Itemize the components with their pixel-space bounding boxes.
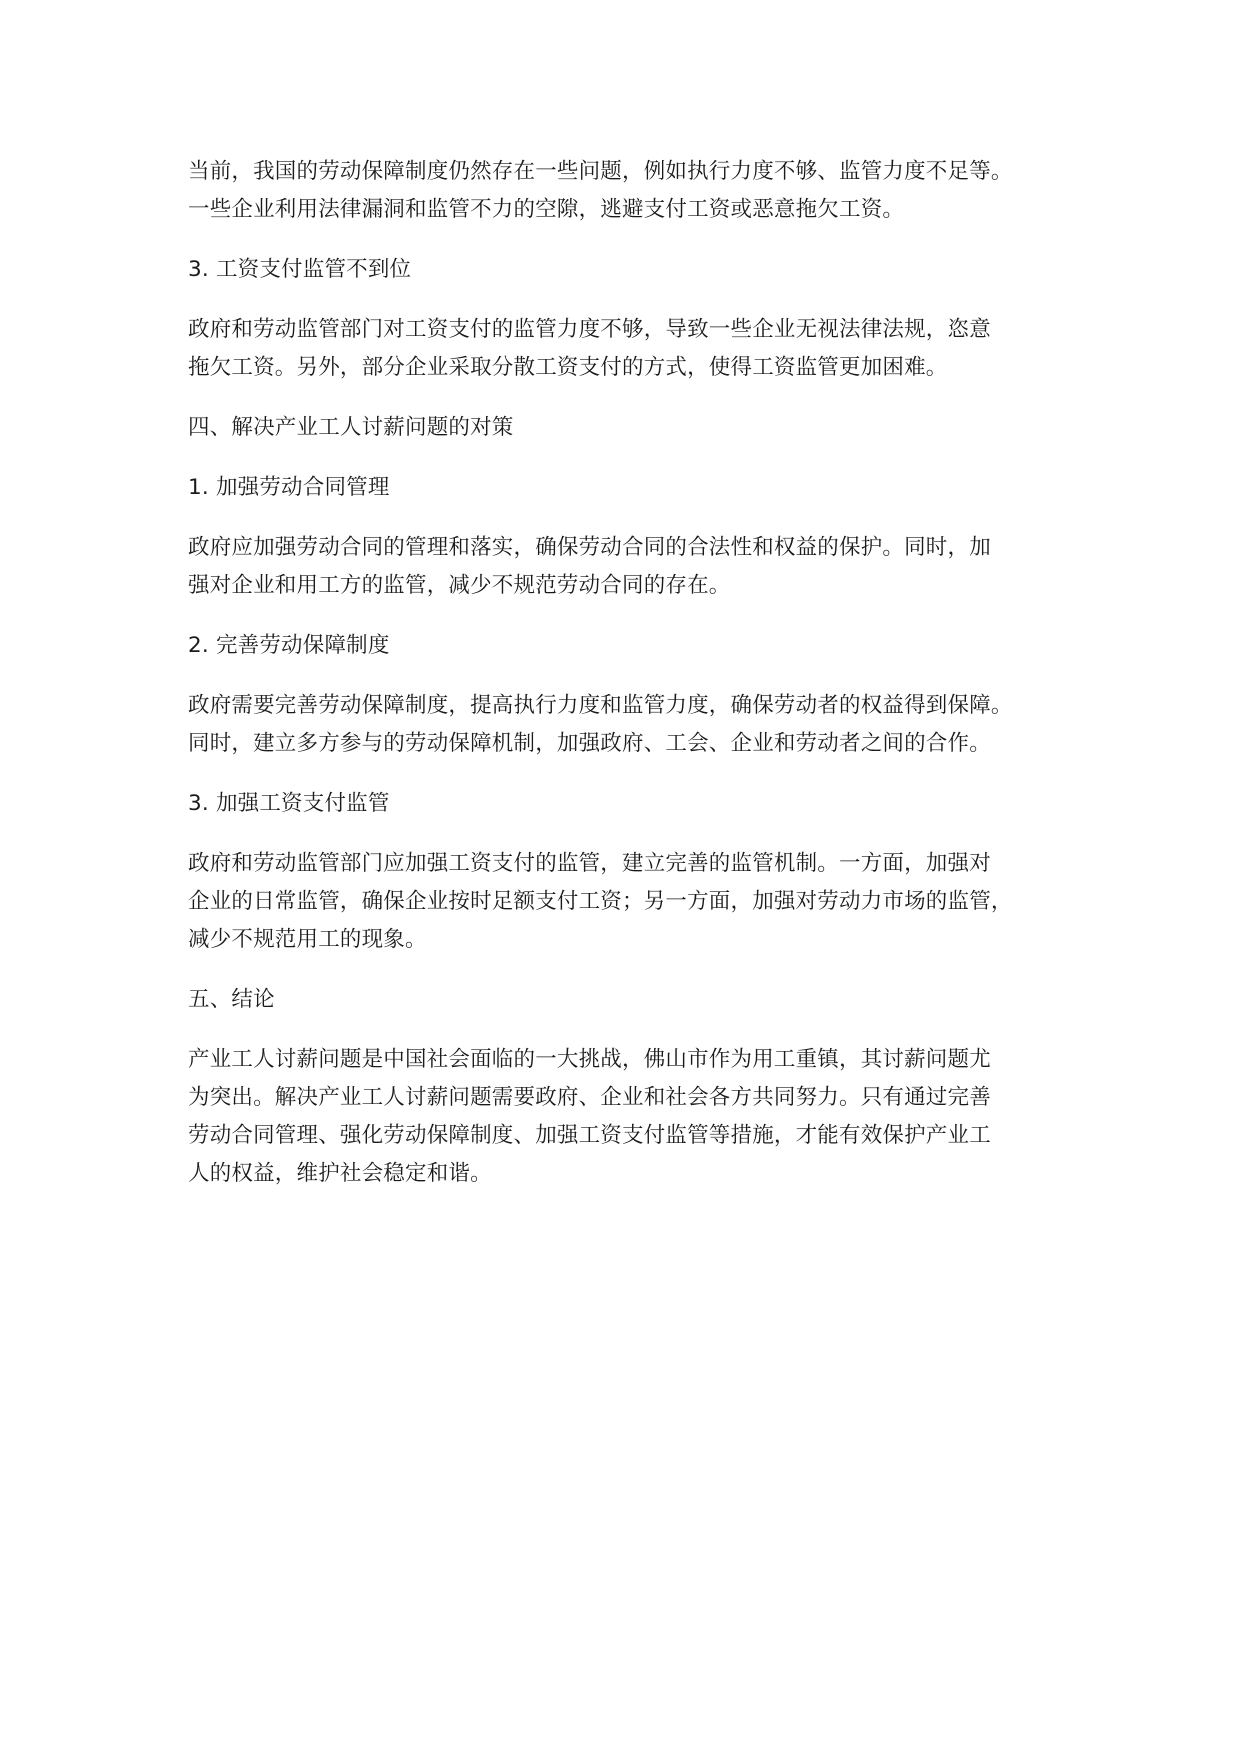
heading-text: 3. 工资支付监管不到位 xyxy=(188,257,412,282)
heading-text: 2. 完善劳动保障制度 xyxy=(188,633,390,658)
text-line: 一些企业利用法律漏洞和监管不力的空隙，逃避支付工资或恶意拖欠工资。 xyxy=(188,197,905,222)
text-line: 拖欠工资。另外，部分企业采取分散工资支付的方式，使得工资监管更加困难。 xyxy=(188,355,948,380)
text-line: 强对企业和用工方的监管，减少不规范劳动合同的存在。 xyxy=(188,573,731,598)
heading-text: 3. 加强工资支付监管 xyxy=(188,791,390,816)
section-heading-labor-contract xyxy=(188,469,1078,507)
text-line: 减少不规范用工的现象。 xyxy=(188,927,427,952)
document-body xyxy=(188,153,1078,1215)
text-line: 为突出。解决产业工人讨薪问题需要政府、企业和社会各方共同努力。只有通过完善 xyxy=(188,1085,991,1110)
text-line: 企业的日常监管，确保企业按时足额支付工资；另一方面，加强对劳动力市场的监管， xyxy=(188,889,1013,914)
paragraph-labor-security-issues xyxy=(188,153,1078,229)
chapter-heading-conclusion xyxy=(188,981,1078,1019)
heading-text: 1. 加强劳动合同管理 xyxy=(188,475,390,500)
text-line: 政府应加强劳动合同的管理和落实，确保劳动合同的合法性和权益的保护。同时，加 xyxy=(188,535,991,560)
paragraph-strengthen-wage-supervision xyxy=(188,845,1078,959)
text-line: 政府和劳动监管部门应加强工资支付的监管，建立完善的监管机制。一方面，加强对 xyxy=(188,851,991,876)
paragraph-conclusion xyxy=(188,1041,1078,1193)
section-heading-labor-security-system xyxy=(188,627,1078,665)
text-line: 劳动合同管理、强化劳动保障制度、加强工资支付监管等措施，才能有效保护产业工 xyxy=(188,1123,991,1148)
heading-text: 四、解决产业工人讨薪问题的对策 xyxy=(188,415,514,440)
section-heading-strengthen-wage-supervision xyxy=(188,785,1078,823)
text-line: 当前，我国的劳动保障制度仍然存在一些问题，例如执行力度不够、监管力度不足等。 xyxy=(188,159,1013,184)
paragraph-labor-security-system xyxy=(188,687,1078,763)
text-line: 同时，建立多方参与的劳动保障机制，加强政府、工会、企业和劳动者之间的合作。 xyxy=(188,731,991,756)
heading-text: 五、结论 xyxy=(188,987,275,1012)
section-heading-wage-supervision-insufficient xyxy=(188,251,1078,289)
text-line: 政府和劳动监管部门对工资支付的监管力度不够，导致一些企业无视法律法规，恣意 xyxy=(188,317,991,342)
text-line: 人的权益，维护社会稳定和谐。 xyxy=(188,1161,492,1186)
paragraph-labor-contract xyxy=(188,529,1078,605)
chapter-heading-countermeasures xyxy=(188,409,1078,447)
text-line: 政府需要完善劳动保障制度，提高执行力度和监管力度，确保劳动者的权益得到保障。 xyxy=(188,693,1013,718)
text-line: 产业工人讨薪问题是中国社会面临的一大挑战，佛山市作为用工重镇，其讨薪问题尤 xyxy=(188,1047,991,1072)
paragraph-wage-supervision xyxy=(188,311,1078,387)
